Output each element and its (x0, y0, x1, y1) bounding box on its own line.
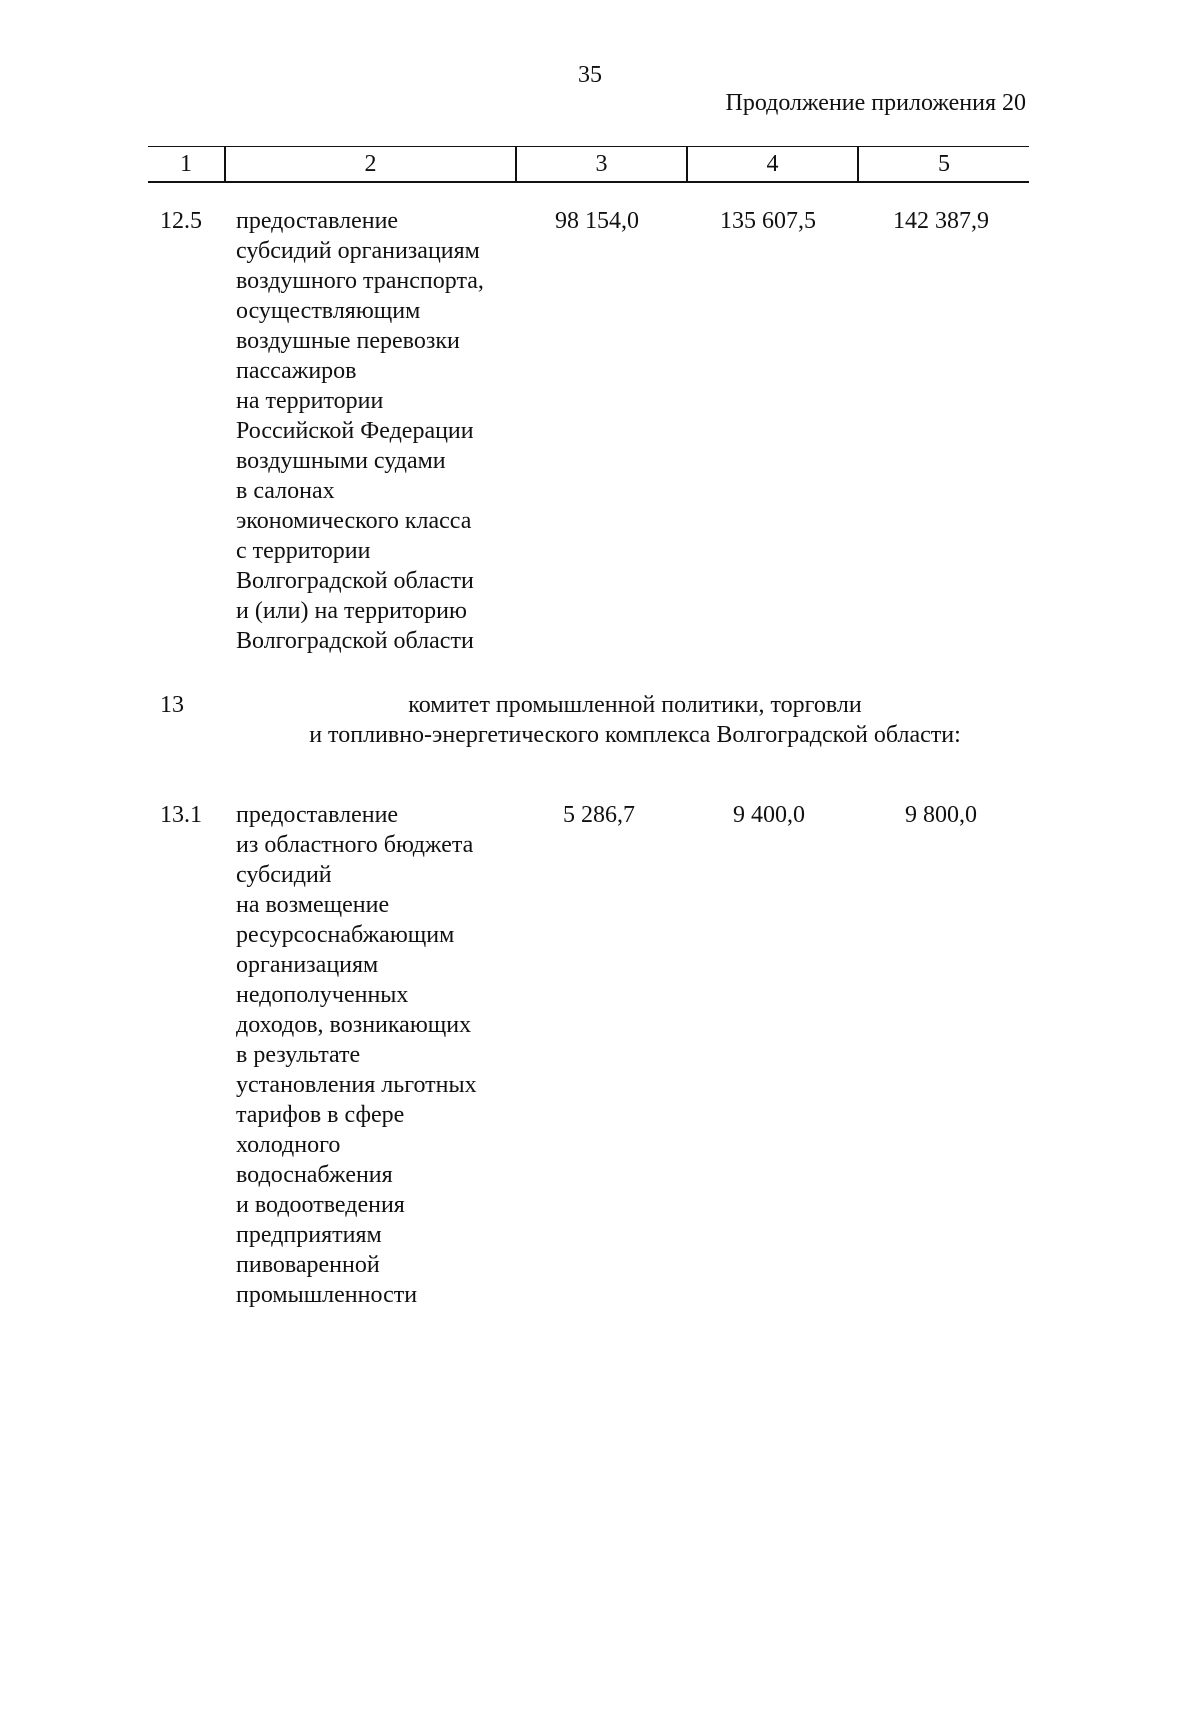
description-line: промышленности (236, 1282, 418, 1308)
description-line: с территории (236, 538, 371, 564)
row-number: 12.5 (160, 208, 202, 234)
description-line: установления льготных (236, 1072, 477, 1098)
description-line: предоставление (236, 802, 399, 828)
description-line: Волгоградской области (236, 628, 474, 654)
header-cell-1: 1 (180, 151, 192, 177)
header-cell-3: 3 (595, 151, 608, 177)
section-number: 13 (160, 692, 184, 718)
row-value-col3: 5 286,7 (563, 802, 635, 828)
table-header-row (148, 146, 1029, 183)
description-line: воздушные перевозки (236, 328, 460, 354)
row-value-col5: 142 387,9 (893, 208, 989, 234)
description-line: и (или) на территорию (236, 598, 467, 624)
description-line: ресурсоснабжающим (236, 922, 455, 948)
description-line: субсидий (236, 862, 332, 888)
description-line: из областного бюджета (236, 832, 474, 858)
header-cell-2: 2 (364, 151, 377, 177)
row-value-col3: 98 154,0 (555, 208, 639, 234)
description-line: в салонах (236, 478, 335, 504)
description-line: предприятиям (236, 1222, 382, 1248)
appendix-title: Продолжение приложения 20 (725, 90, 1026, 116)
row-description (236, 800, 536, 1310)
description-line: тарифов в сфере (236, 1102, 405, 1128)
row-description (236, 206, 536, 656)
description-line: воздушными судами (236, 448, 446, 474)
header-cell-4: 4 (766, 151, 779, 177)
description-line: экономического класса (236, 508, 472, 534)
description-line: в результате (236, 1042, 361, 1068)
page-number: 35 (578, 62, 602, 88)
description-line: водоснабжения (236, 1162, 393, 1188)
description-line: осуществляющим (236, 298, 421, 324)
row-value-col5: 9 800,0 (905, 802, 977, 828)
description-line: Российской Федерации (236, 418, 474, 444)
description-line: и водоотведения (236, 1192, 405, 1218)
description-line: предоставление (236, 208, 399, 234)
description-line: пассажиров (236, 358, 357, 384)
description-line: субсидий организациям (236, 238, 480, 264)
description-line: Волгоградской области (236, 568, 474, 594)
description-line: пивоваренной (236, 1252, 380, 1278)
description-line: холодного (236, 1132, 341, 1158)
section-title-line: и топливно-энергетического комплекса Волгоградской области: (309, 722, 961, 748)
row-number: 13.1 (160, 802, 202, 828)
row-value-col4: 9 400,0 (733, 802, 805, 828)
description-line: доходов, возникающих (236, 1012, 472, 1038)
row-value-col4: 135 607,5 (720, 208, 816, 234)
description-line: на территории (236, 388, 384, 414)
description-line: недополученных (236, 982, 409, 1008)
description-line: воздушного транспорта, (236, 268, 484, 294)
section-title-line: комитет промышленной политики, торговли (408, 692, 862, 718)
header-cell-5: 5 (938, 151, 950, 177)
description-line: организациям (236, 952, 379, 978)
description-line: на возмещение (236, 892, 390, 918)
section-title (240, 690, 1030, 750)
